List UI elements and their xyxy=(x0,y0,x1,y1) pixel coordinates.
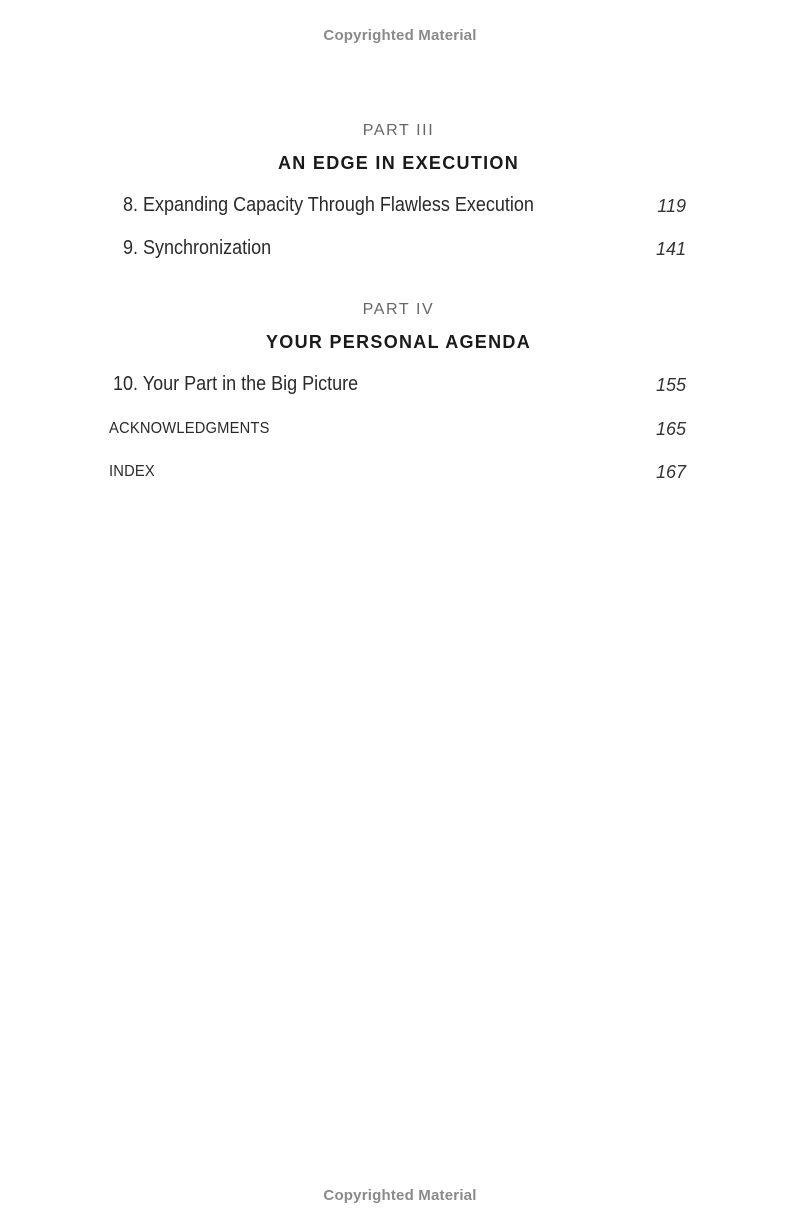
page-number: 119 xyxy=(657,196,686,216)
copyright-watermark-bottom: Copyrighted Material xyxy=(323,1187,477,1204)
toc-entry-chapter-10[interactable] xyxy=(0,373,800,401)
part-iv-label: PART IV xyxy=(362,301,435,318)
chapter-number: 9. xyxy=(123,237,139,259)
page-number: 141 xyxy=(655,239,686,259)
page-number: 167 xyxy=(655,462,686,482)
page-number: 155 xyxy=(655,375,686,395)
chapter-title: Your Part in the Big Picture xyxy=(142,373,359,395)
toc-entry-index[interactable] xyxy=(0,460,800,488)
toc-entry-chapter-8[interactable] xyxy=(0,194,800,222)
backmatter-title: INDEX xyxy=(109,463,155,480)
copyright-watermark-top: Copyrighted Material xyxy=(323,27,477,44)
toc-entry-label xyxy=(123,237,271,260)
toc-entry-label xyxy=(123,194,534,217)
toc-entry-label xyxy=(113,373,358,396)
backmatter-title: ACKNOWLEDGMENTS xyxy=(109,420,270,437)
part-iii-title: AN EDGE IN EXECUTION xyxy=(277,153,520,173)
chapter-title: Expanding Capacity Through Flawless Execution xyxy=(143,194,534,216)
part-iv-title: YOUR PERSONAL AGENDA xyxy=(265,332,532,352)
chapter-number: 8. xyxy=(123,194,139,216)
toc-entry-acknowledgments[interactable] xyxy=(0,417,800,445)
page-number: 165 xyxy=(655,419,686,439)
chapter-title: Synchronization xyxy=(143,237,272,259)
part-iii-label: PART III xyxy=(362,122,435,139)
toc-entry-chapter-9[interactable] xyxy=(0,237,800,265)
chapter-number: 10. xyxy=(113,373,139,395)
